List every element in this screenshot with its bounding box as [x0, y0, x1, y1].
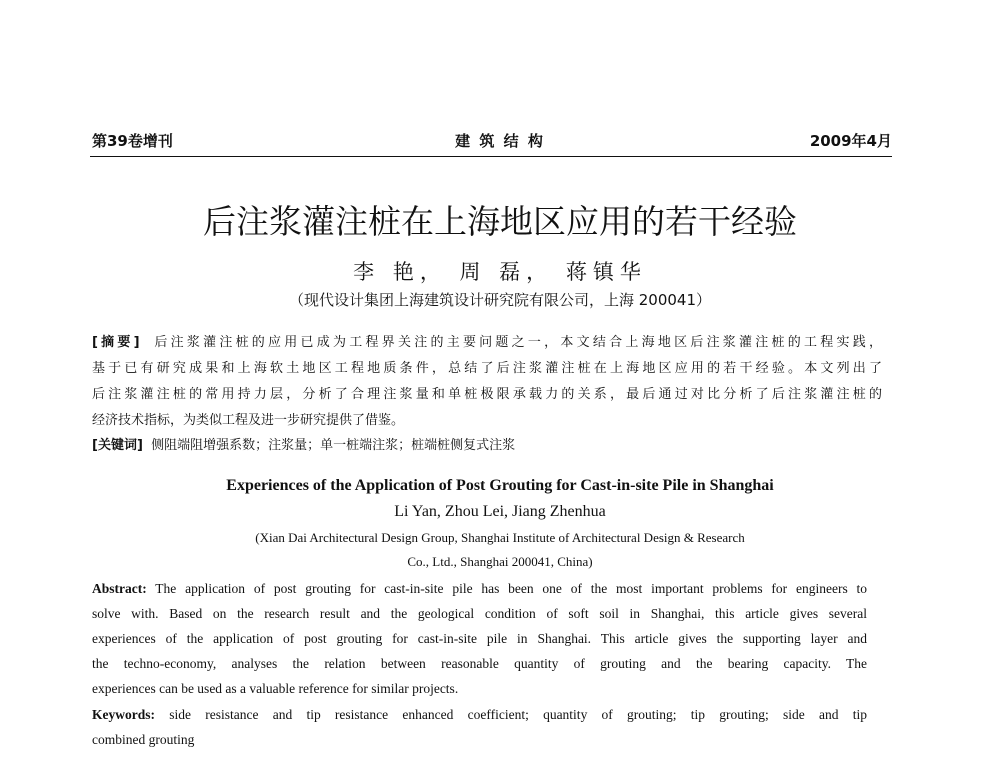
abstract-en-text: The application of post grouting for cast-in-site pile has been one of the most important problems for engineers to: [155, 581, 867, 596]
keywords-en-line: combined grouting: [92, 732, 195, 747]
abstract-en-line: solve with. Based on the research result and the geological condition of soft soil in Shanghai, this article gives several: [92, 606, 867, 621]
abstract-cn-line: 后注浆灌注桩的常用持力层，分析了合理注浆量和单桩极限承载力的关系，最后通过对比分析了后注浆灌注桩的: [92, 387, 882, 402]
paper-title: 后注浆灌注桩在上海地区应用的若干经验: [203, 202, 797, 241]
paper-title-en: Experiences of the Application of Post Grouting for Cast-in-site Pile in Shanghai: [226, 477, 774, 494]
keywords-en-text: side resistance and tip resistance enhanced coefficient; quantity of grouting; tip grouting; side and tip: [169, 707, 867, 722]
abstract-en-line: [92, 581, 867, 597]
journal-date: 2009年4月: [809, 132, 892, 150]
header-rule: [90, 156, 892, 157]
authors: 李 艳， 周 磊， 蒋镇华: [353, 260, 647, 284]
journal-volume: 第39卷增刊: [92, 132, 173, 150]
keywords-en-label: Keywords:: [92, 707, 155, 722]
affiliation-en-line: (Xian Dai Architectural Design Group, Shanghai Institute of Architectural Design & Research: [255, 530, 745, 545]
abstract-en-line: the techno-economy, analyses the relation between reasonable quantity of grouting and the bearing capacity. The: [92, 656, 867, 671]
abstract-en-label: Abstract:: [92, 581, 147, 596]
keywords-cn-text: 侧阻端阻增强系数；注浆量；单一桩端注浆；桩端桩侧复式注浆: [151, 438, 516, 453]
keywords-cn-label: [关键词]: [92, 438, 143, 453]
affiliation-en-line: Co., Ltd., Shanghai 200041, China): [407, 554, 593, 569]
abstract-cn-text: 后注浆灌注桩的应用已成为工程界关注的主要问题之一，本文结合上海地区后注浆灌注桩的工程实践，: [154, 335, 882, 350]
abstract-en-line: experiences can be used as a valuable reference for similar projects.: [92, 681, 459, 696]
abstract-cn-line: [92, 331, 882, 350]
keywords-cn: [92, 434, 882, 453]
authors-en: Li Yan, Zhou Lei, Jiang Zhenhua: [394, 503, 606, 520]
abstract-cn-label: [摘要]: [92, 335, 140, 350]
abstract-cn-line: 基于已有研究成果和上海软土地区工程地质条件，总结了后注浆灌注桩在上海地区应用的若干经验。本文列出了: [92, 361, 882, 376]
affiliation: （现代设计集团上海建筑设计研究院有限公司，上海 200041）: [288, 291, 712, 309]
journal-name: 建 筑 结 构: [455, 132, 545, 150]
abstract-en-line: experiences of the application of post grouting for cast-in-site pile in Shanghai. This article gives the supporting layer and: [92, 631, 867, 646]
keywords-en-line: [92, 707, 867, 723]
abstract-cn-line: 经济技术指标，为类似工程及进一步研究提供了借鉴。: [92, 413, 405, 428]
